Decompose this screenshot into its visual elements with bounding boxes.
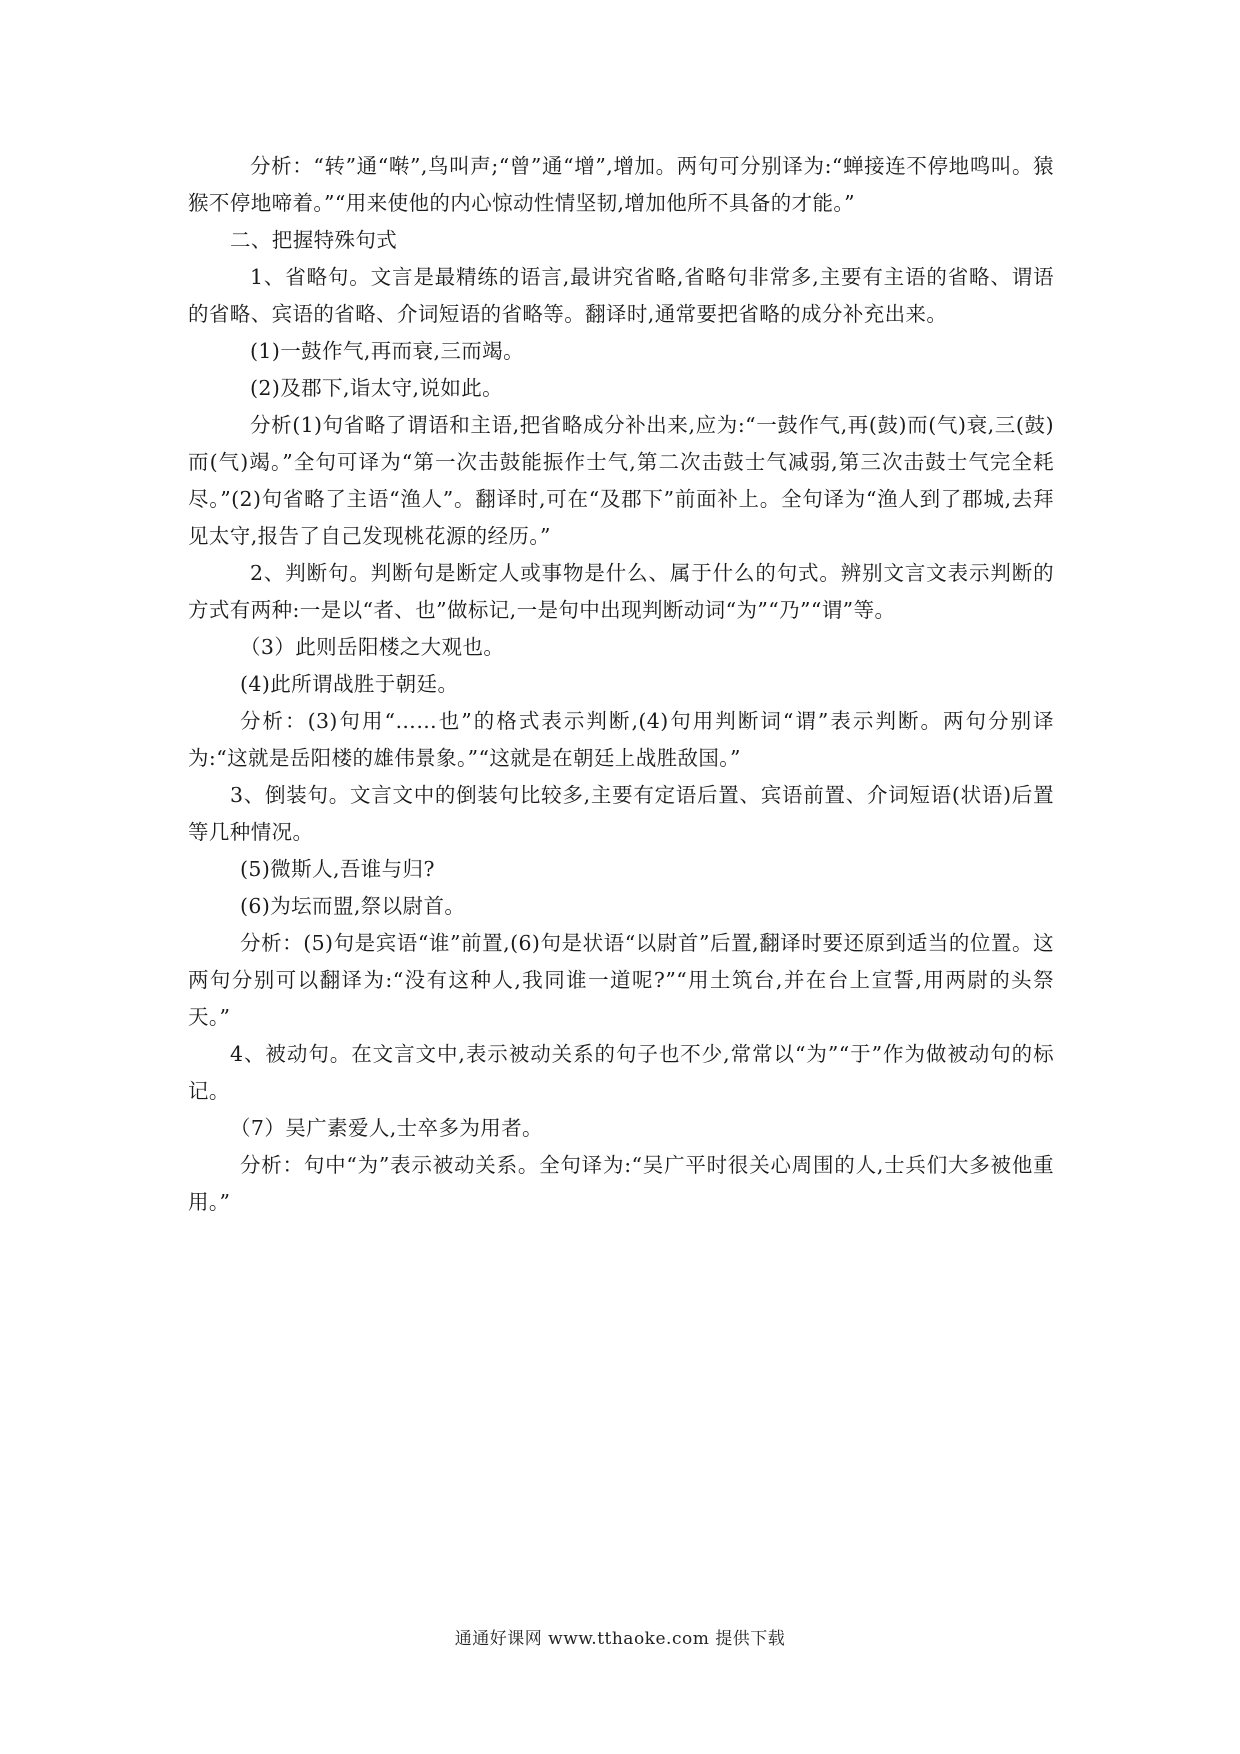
example-sentence: （3）此则岳阳楼之大观也。 — [240, 635, 505, 659]
paragraph: 1、省略句。文言是最精练的语言,最讲究省略,省略句非常多,主要有主语的省略、谓语的省略、宾语的省略、介词短语的省略等。翻译时,通常要把省略的成分补充出来。 — [188, 265, 1054, 326]
paragraph: 分析：“转”通“啭”,鸟叫声;“曾”通“增”,增加。两句可分别译为:“蝉接连不停地鸣叫。猿猴不停地啼着。”“用来使他的内心惊动性情坚韧,增加他所不具备的才能。” — [188, 154, 1054, 215]
section-heading: 二、把握特殊句式 — [230, 228, 398, 252]
example-sentence: (6)为坛而盟,祭以尉首。 — [240, 894, 466, 918]
example-sentence: (1)一鼓作气,再而衰,三而竭。 — [250, 339, 524, 363]
body-text — [188, 148, 1054, 1221]
paragraph: 4、被动句。在文言文中,表示被动关系的句子也不少,常常以“为”“于”作为做被动句的标记。 — [188, 1042, 1054, 1103]
page-footer: 通通好课网 www.tthaoke.com 提供下载 — [454, 1629, 786, 1649]
paragraph: 分析(1)句省略了谓语和主语,把省略成分补出来,应为:“一鼓作气,再(鼓)而(气)衰,三(鼓)而(气)竭。”全句可译为“第一次击鼓能振作士气,第二次击鼓士气减弱,第三次击鼓士气完全耗尽。”(2)句省略了主语“渔人”。翻译时,可在“及郡下”前面补上。全句译为“渔人到了郡城,去拜见太守,报告了自己发现桃花源的经历。” — [188, 413, 1054, 548]
example-sentence: （7）吴广素爱人,士卒多为用者。 — [230, 1116, 543, 1140]
paragraph: 分析：(3)句用“……也”的格式表示判断,(4)句用判断词“谓”表示判断。两句分别译为:“这就是岳阳楼的雄伟景象。”“这就是在朝廷上战胜敌国。” — [188, 709, 1054, 770]
paragraph: 2、判断句。判断句是断定人或事物是什么、属于什么的句式。辨别文言文表示判断的方式有两种:一是以“者、也”做标记,一是句中出现判断动词“为”“乃”“谓”等。 — [188, 561, 1054, 622]
paragraph: 分析：(5)句是宾语“谁”前置,(6)句是状语“以尉首”后置,翻译时要还原到适当的位置。这两句分别可以翻译为:“没有这种人,我同谁一道呢?”“用土筑台,并在台上宣誓,用两尉的头祭天。” — [188, 931, 1054, 1029]
paragraph: 分析：句中“为”表示被动关系。全句译为:“吴广平时很关心周围的人,士兵们大多被他重用。” — [188, 1153, 1054, 1214]
example-sentence: (2)及郡下,诣太守,说如此。 — [250, 376, 504, 400]
example-sentence: (4)此所谓战胜于朝廷。 — [240, 672, 459, 696]
paragraph: 3、倒装句。文言文中的倒装句比较多,主要有定语后置、宾语前置、介词短语(状语)后置等几种情况。 — [188, 783, 1054, 844]
example-sentence: (5)微斯人,吾谁与归? — [240, 857, 435, 881]
